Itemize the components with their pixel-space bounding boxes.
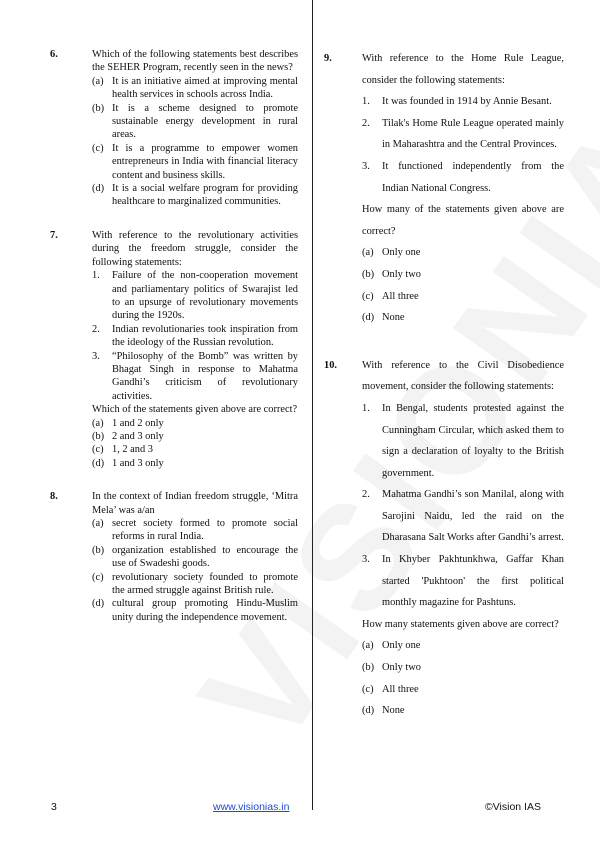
option-c: (c) All three (362, 683, 419, 695)
question-stem: With reference to the Home Rule League, consider the following statements: (362, 53, 564, 86)
statements-list (362, 398, 564, 614)
option-d: (d) None (362, 705, 405, 717)
option-a: (a) Only one (362, 640, 421, 652)
statement-1: 1. Failure of the non-cooperation movement and parliamentary politics of Swarajist led to an upsurge of revolutionary movements during the 1920s. (92, 270, 298, 322)
option-a: (a) Only one (362, 247, 421, 259)
option-b: (b) Only two (362, 662, 421, 674)
option-b: (b) organization established to encourage the use of Swadeshi goods. (92, 544, 298, 570)
option-b: (b) Only two (362, 268, 421, 280)
option-b: (b) It is a scheme designed to promote sustainable energy development in rural areas. (92, 102, 298, 141)
options-list (362, 242, 564, 328)
page-number: 3 (51, 801, 57, 813)
question-stem: With reference to the Civil Disobedience movement, consider the following statements: (362, 359, 564, 393)
question-number: 6. (50, 49, 58, 60)
statement-1: 1. It was founded in 1914 by Annie Besant. (362, 96, 552, 108)
option-a: (a) secret society formed to promote social reforms in rural India. (92, 518, 298, 543)
question-prompt: Which of the statements given above are correct? (92, 404, 298, 416)
question-number: 9. (324, 53, 332, 64)
options-list (92, 417, 298, 471)
question-prompt: How many statements given above are correct? (362, 618, 559, 630)
option-a: (a) It is an initiative aimed at improving mental health services in schools across India. (92, 75, 298, 101)
statements-list (362, 91, 564, 199)
option-c: (c) It is a programme to empower women entrepreneurs in India with financial literacy content and business skills. (92, 142, 298, 181)
option-d: (d) 1 and 3 only (92, 457, 164, 469)
question-10 (324, 355, 564, 722)
question-number: 10. (324, 359, 337, 371)
left-column (50, 48, 298, 644)
question-prompt: How many of the statements given above are correct? (362, 204, 564, 237)
options-list (92, 75, 298, 209)
option-d: (d) None (362, 312, 405, 324)
question-7 (50, 229, 298, 470)
options-list (92, 517, 298, 624)
option-c: (c) All three (362, 290, 419, 302)
question-stem: Which of the following statements best describes the SEHER Program, recently seen in the news? (92, 49, 298, 74)
option-b: (b) 2 and 3 only (92, 430, 164, 442)
statement-3: 3. It functioned independently from the Indian National Congress. (362, 160, 564, 194)
question-8 (50, 490, 298, 624)
question-stem: In the context of Indian freedom struggle, ‘Mitra Mela’ was a/an (92, 491, 298, 516)
statement-2: 2. Tilak's Home Rule League operated mainly in Maharashtra and the Central Provinces. (362, 117, 564, 151)
question-9 (324, 48, 564, 329)
option-d: (d) It is a social welfare program for providing healthcare to marginalized communities. (92, 183, 298, 208)
question-number: 7. (50, 229, 58, 241)
statement-2: 2. Mahatma Gandhi’s son Manilal, along with Sarojini Naidu, led the raid on the Dharasana Salt Works after Gandhi’s arrest. (362, 489, 564, 544)
question-number: 8. (50, 491, 58, 503)
statements-list (92, 269, 298, 403)
option-c: (c) 1, 2 and 3 (92, 444, 153, 456)
option-c: (c) revolutionary society founded to promote the armed struggle against British rule. (92, 571, 298, 597)
question-stem: With reference to the revolutionary activities during the freedom struggle, consider the following statements: (92, 229, 298, 268)
question-6 (50, 48, 298, 209)
copyright-text: ©Vision IAS (485, 801, 541, 813)
options-list (362, 635, 564, 721)
statement-3: 3. In Khyber Pakhtunkhwa, Gaffar Khan started 'Pukhtoon' the first political monthly magazine for Pashtuns. (362, 554, 564, 609)
right-column (324, 48, 564, 742)
statement-2: 2. Indian revolutionaries took inspiration from the ideology of the Russian revolution. (92, 323, 298, 349)
option-d: (d) cultural group promoting Hindu-Muslim unity during the independence movement. (92, 598, 298, 623)
column-divider (312, 0, 313, 810)
website-link[interactable]: www.visionias.in (213, 801, 290, 813)
option-a: (a) 1 and 2 only (92, 417, 164, 429)
statement-3: 3. “Philosophy of the Bomb” was written by Bhagat Singh in response to Mahatma Gandhi’s criticism of revolutionary activities. (92, 350, 298, 402)
statement-1: 1. In Bengal, students protested against the Cunningham Circular, which asked them to sign a declaration of loyalty to the British government. (362, 402, 564, 479)
